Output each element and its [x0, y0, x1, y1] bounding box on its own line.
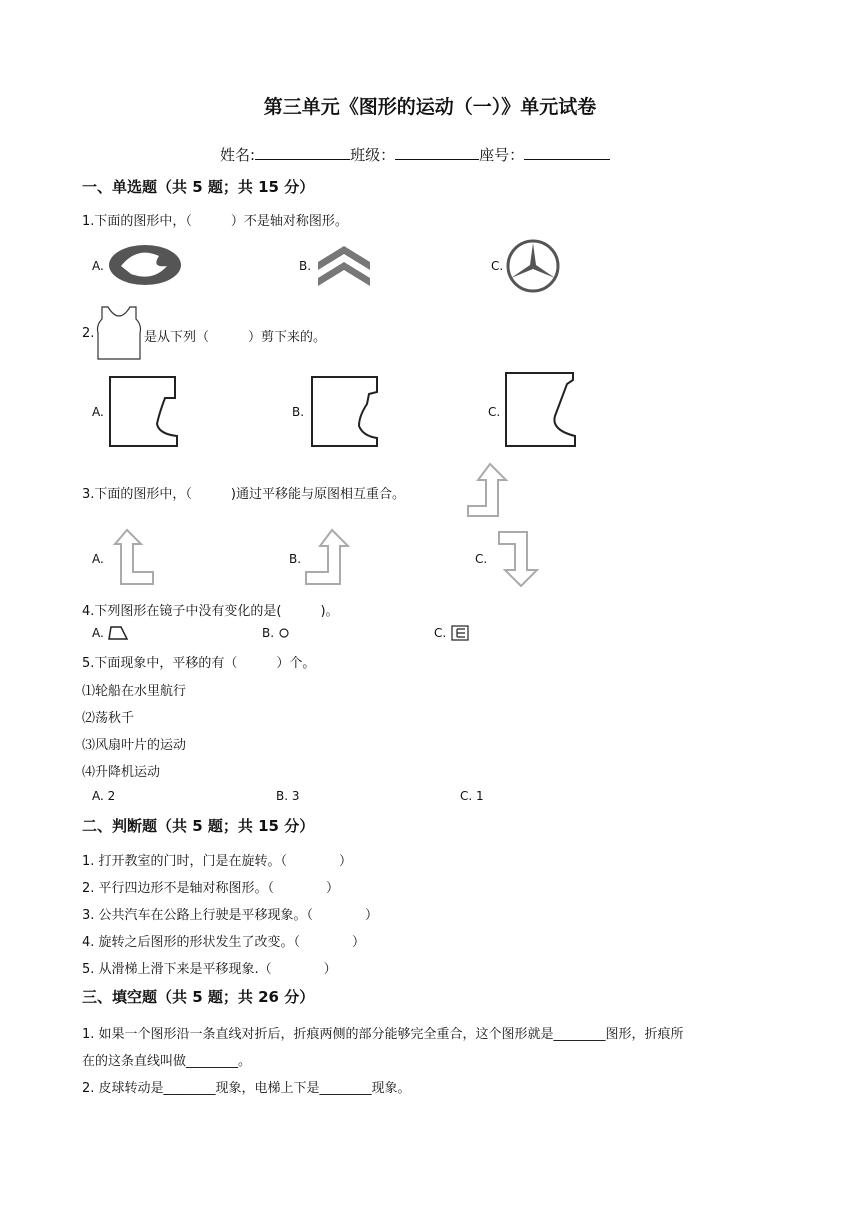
judge-item: 2. 平行四边形不是轴对称图形。（ ）	[82, 881, 340, 896]
arrow-shape-icon	[302, 528, 350, 586]
q2-option-c[interactable]: C.	[488, 405, 501, 419]
class-label: 班级：	[350, 146, 396, 164]
section-3-heading: 三、填空题（共 5 题；共 26 分）	[82, 988, 315, 1006]
q1-stem: 1.下面的图形中，（ ）不是轴对称图形。	[82, 214, 348, 229]
q4-option-b[interactable]: B.	[262, 626, 275, 640]
judge-item: 4. 旋转之后图形的形状发生了改变。（ ）	[82, 935, 366, 950]
q1-option-a[interactable]: A.	[92, 259, 104, 273]
q5-item: ⑴轮船在水里航行	[82, 684, 187, 699]
judge-item: 1. 打开教室的门时，门是在旋转。（ ）	[82, 854, 353, 869]
class-blank[interactable]	[395, 144, 479, 160]
q3-option-a[interactable]: A.	[92, 552, 104, 566]
judge-item: 5. 从滑梯上滑下来是平移现象.（ ）	[82, 962, 337, 977]
seat-blank[interactable]	[524, 144, 610, 160]
vest-icon	[96, 305, 142, 361]
q3-stem: 3.下面的图形中，（ )通过平移能与原图相互重合。	[82, 487, 405, 502]
q5-option-c[interactable]: C. 1	[460, 789, 484, 803]
name-label: 姓名:	[220, 146, 256, 164]
seat-label: 座号：	[479, 146, 525, 164]
fill-item: 2. 皮球转动是________现象，电梯上下是________现象。	[82, 1081, 411, 1096]
judge-item: 3. 公共汽车在公路上行驶是平移现象。（ ）	[82, 908, 379, 923]
arrow-shape-icon	[464, 462, 512, 518]
q5-option-b[interactable]: B. 3	[276, 789, 300, 803]
q3-option-c[interactable]: C.	[475, 552, 488, 566]
chevron-icon	[314, 240, 374, 290]
fill-item: 在的这条直线叫做________。	[82, 1054, 252, 1069]
q2-option-b[interactable]: B.	[292, 405, 305, 419]
q1-option-c[interactable]: C.	[491, 259, 504, 273]
section-1-heading: 一、单选题（共 5 题；共 15 分）	[82, 178, 315, 196]
q5-stem: 5.下面现象中，平移的有（ ）个。	[82, 656, 316, 671]
paper-cut-icon	[107, 374, 183, 450]
page-title: 第三单元《图形的运动（一）》单元试卷	[263, 96, 597, 118]
q2-stem: 是从下列（ ）剪下来的。	[144, 330, 327, 345]
star-emblem-icon	[505, 238, 561, 294]
q4-stem: 4.下列图形在镜子中没有变化的是( )。	[82, 604, 339, 619]
q5-option-a[interactable]: A. 2	[92, 789, 116, 803]
q1-option-b[interactable]: B.	[299, 259, 312, 273]
circle-icon	[278, 627, 290, 639]
name-blank[interactable]	[255, 144, 350, 160]
q5-item: ⑶风扇叶片的运动	[82, 738, 187, 753]
paper-cut-icon	[309, 374, 385, 450]
q4-option-a[interactable]: A.	[92, 626, 104, 640]
section-2-heading: 二、判断题（共 5 题；共 15 分）	[82, 817, 315, 835]
q5-item: ⑵荡秋千	[82, 711, 135, 726]
q2-prefix: 2.	[82, 326, 95, 341]
student-info	[220, 144, 610, 165]
q3-option-b[interactable]: B.	[289, 552, 302, 566]
paper-cut-icon	[503, 370, 583, 450]
fill-item: 1. 如果一个图形沿一条直线对折后，折痕两侧的部分能够完全重合，这个图形就是________图形，折痕所	[82, 1027, 684, 1042]
arrow-shape-icon	[113, 528, 157, 586]
q5-item: ⑷升降机运动	[82, 765, 161, 780]
trapezoid-icon	[108, 625, 130, 641]
e-shape-icon	[450, 624, 470, 642]
logo-icon	[107, 242, 183, 288]
q4-option-c[interactable]: C.	[434, 626, 447, 640]
q2-option-a[interactable]: A.	[92, 405, 104, 419]
arrow-shape-icon	[497, 530, 541, 588]
